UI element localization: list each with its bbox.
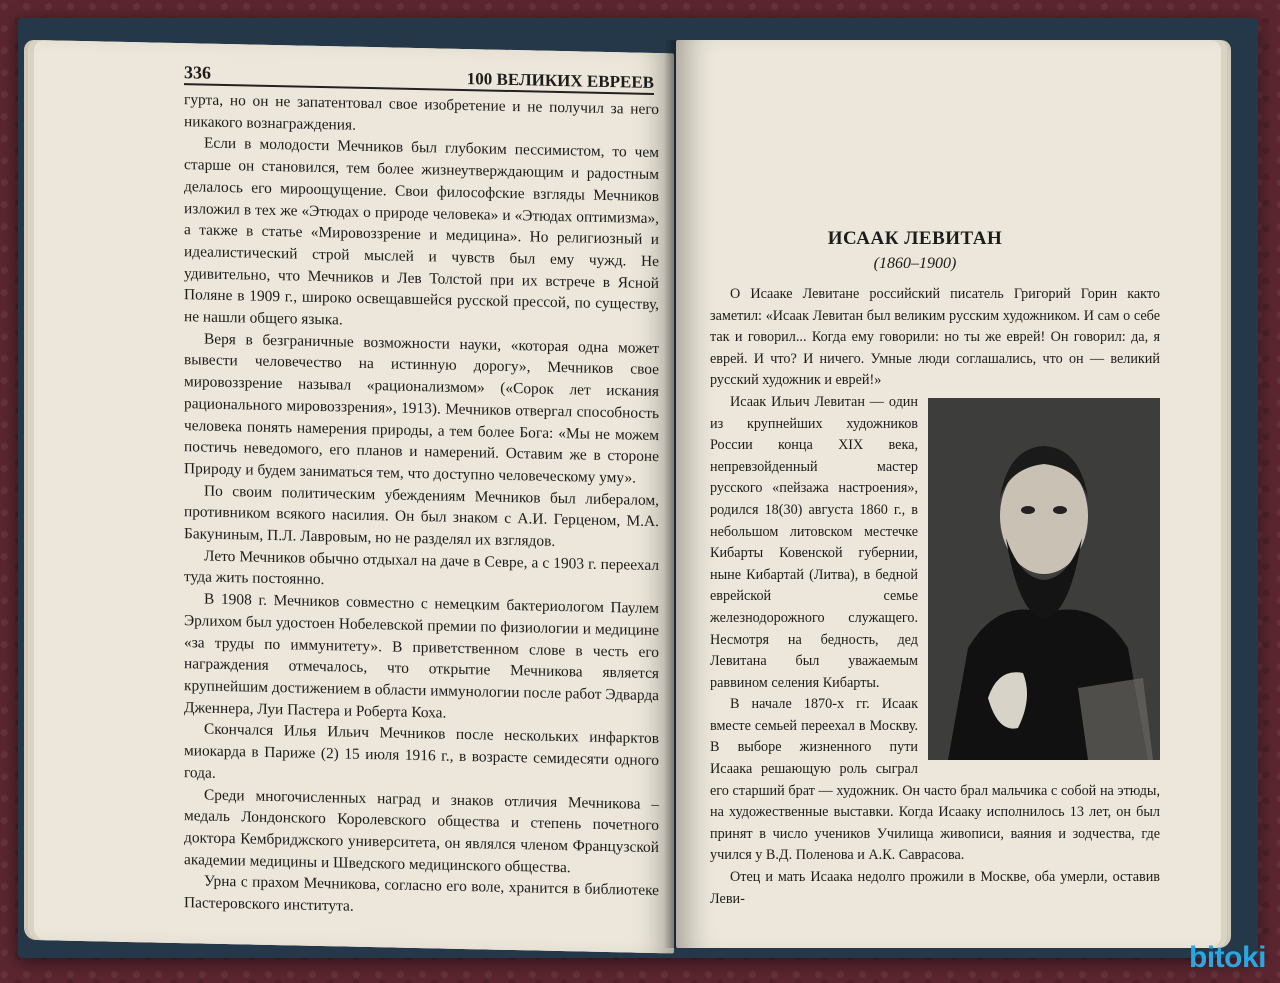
page-number: 336	[184, 62, 211, 83]
left-page	[34, 40, 674, 953]
right-body-text	[710, 284, 1160, 910]
paragraph: О Исааке Левитане российский писатель Григорий Горин както заметил: «Исаак Левитан был великим русским художником. И сам о себе так и говорил... Когда ему говорили: но ты же еврей! Он говорил: да, я еврей. И что? И ничего. Умные люди соглашались, что он — великий русский художник и еврей!»	[710, 286, 1160, 389]
paragraph: Отец и мать Исаака недолго прожили в Москве, оба умерли, оставив Леви-	[710, 869, 1160, 907]
paragraph: Веря в безграничные возможности науки, «которая одна может вывести человечество на истинную дорогу», Мечников свое мировоззрение называл «рационализмом» («Сорок лет искания рационального мировоззрения», 1913). Мечников отвергал способность человека понять намерения природы, а тем более Бога: «Мы не можем постичь неведомого, его планов и намерений. Оставим же в стороне Природу и будем заниматься тем, что доступно человеческому уму».	[184, 330, 659, 487]
paragraph: В 1908 г. Мечников совместно с немецким бактериологом Паулем Эрлихом был удостоен Нобелевской премии по физиологии и медицине «за труды по иммунитету». В приветственном слове в честь его награждения отмечалось, что открытие Мечникова является крупнейшим достижением в области иммунологии после работ Эдварда Дженнера, Луи Пастера и Роберта Коха.	[184, 590, 659, 722]
paragraph: Исаак Ильич Левитан — один из крупнейших художников России конца XIX века, непревзойденный мастер русского «пейзажа настроения», родился 18(30) августа 1860 г., в небольшом литовском местечке Кибарты Ковенской губернии, ныне Кибартай (Литва), в бедной еврейской семье железнодорожного служащего. Несмотря на бедность, дед Левитана был уважаемым раввином селения Кибарты.	[710, 393, 918, 691]
paragraph: В начале 1870-х гг. Исаак вместе семьей переехал в Москву. В выборе жизненного пути Исаака решающую роль сыграл его старший брат — художник. Он часто брал мальчика с собой на этюды, на художественные выставки. Когда Исааку исполнилось 13 лет, он был принят в число учеников Училища живописи, ваяния и зодчества, где учился у В.Д. Поленова и А.К. Саврасова.	[710, 696, 1160, 864]
paragraph: Урна с прахом Мечникова, согласно его воле, хранится в библиотеке Пастеровского института.	[184, 872, 659, 915]
paragraph: гурта, но он не запатентовал свое изобретение и не получил за него никакого вознаграждения.	[184, 91, 659, 134]
portrait-photo	[928, 398, 1160, 760]
left-body-text	[184, 89, 659, 924]
chapter-years: (1860–1900)	[873, 255, 957, 272]
paragraph: Лето Мечников обычно отдыхал на даче в Севре, а с 1903 г. переехал туда жить постоянно.	[184, 547, 659, 589]
page-header	[184, 55, 654, 95]
paragraph: Скончался Илья Ильич Мечников после нескольких инфарктов миокарда в Париже (2) 15 июля 1916 г., в возрасте семидесяти одного года.	[184, 720, 659, 782]
paragraph: По своим политическим убеждениям Мечников был либералом, противником всякого насилия. Он был знаком с А.И. Герценом, М.А. Бакуниным, П.Л. Лавровым, но не разделял их взглядов.	[184, 482, 659, 550]
paragraph: Среди многочисленных наград и знаков отличия Мечникова – медаль Лондонского Королевского общества и степень почетного доктора Кембриджского университета, он являлся членом Французской академии медицины и Шведского медицинского общества.	[184, 786, 659, 876]
right-page	[676, 40, 1221, 948]
watermark-logo: bitoki	[1189, 941, 1266, 974]
paragraph: Если в молодости Мечников был глубоким пессимистом, то чем старше он становился, тем более жизнеутверждающим и радостным делалось его мироощущение. Свои философские взгляды Мечников изложил в тех же «Этюдах о природе человека» и «Этюдах оптимизма», а также в статье «Мировоззрение и медицина». Но религиозный и идеалистический строй мыслей и чувств был ему чужд. Не удивительно, что Мечников и Лев Толстой при их встрече в Ясной Поляне в 1909 г., широко освещавшейся русской прессой, по существу, не нашли общего языка.	[184, 134, 659, 329]
chapter-title: ИСААК ЛЕВИТАН	[827, 228, 1003, 249]
running-title: 100 ВЕЛИКИХ ЕВРЕЕВ	[466, 69, 654, 92]
